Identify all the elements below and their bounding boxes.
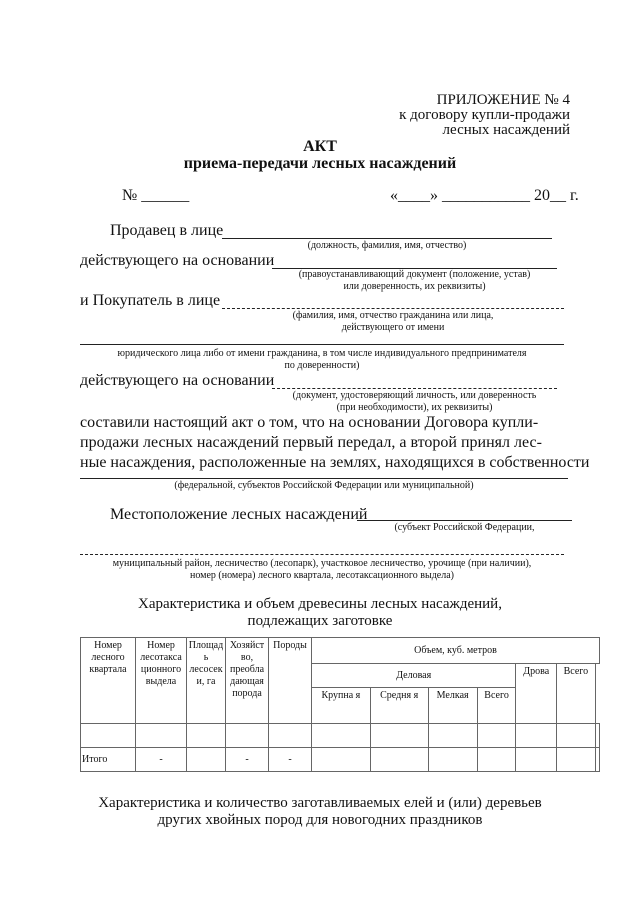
cell[interactable]: [370, 748, 428, 772]
location-hint3: номер (номера) лесного квартала, лесотаксационного выдела): [190, 570, 454, 581]
cell[interactable]: [516, 748, 557, 772]
cell[interactable]: [595, 724, 599, 748]
basis1-hint2: или доверенность, их реквизиты): [343, 281, 486, 292]
buyer-field-2[interactable]: [80, 344, 564, 345]
location-field[interactable]: [357, 520, 572, 521]
para-line1: составили настоящий акт о том, что на основании Договора купли-: [80, 414, 539, 431]
doc-subtitle: приема-передачи лесных насаждений: [183, 155, 457, 172]
header-quarter: Номер лесного квартала: [81, 638, 136, 724]
basis2-label: действующего на основании: [80, 372, 275, 389]
cell[interactable]: [516, 724, 557, 748]
total-row: [81, 748, 600, 772]
cell[interactable]: [557, 724, 596, 748]
cell[interactable]: [477, 724, 516, 748]
para-line3: ные насаждения, расположенные на землях, находящихся в собственности: [80, 454, 590, 471]
header-farm: Хозяйст во, преобла дающая порода: [226, 638, 269, 724]
basis1-hint1: (правоустанавливающий документ (положение, устав): [298, 269, 531, 280]
cell[interactable]: [477, 748, 516, 772]
header-allotment: Номер лесотакса ционного выдела: [136, 638, 187, 724]
buyer-label: и Покупатель в лице: [80, 292, 221, 309]
cell[interactable]: [81, 724, 136, 748]
header-business: Деловая: [312, 664, 516, 688]
total-label: Итого: [81, 748, 136, 772]
header-volume: Объем, куб. метров: [312, 638, 600, 664]
appendix-line2: к договору купли-продажи: [399, 107, 570, 123]
section2-title-1: Характеристика и количество заготавливаемых елей и (или) деревьев: [98, 795, 542, 811]
cell[interactable]: [428, 748, 477, 772]
act-number: № ______: [122, 187, 190, 204]
cell: -: [269, 748, 312, 772]
cell[interactable]: [187, 748, 226, 772]
location-hint1: (субъект Российской Федерации,: [394, 522, 535, 533]
seller-field[interactable]: [222, 238, 552, 239]
header-area: Площад ь лесосек и, га: [187, 638, 226, 724]
seller-hint: (должность, фамилия, имя, отчество): [307, 240, 467, 251]
cell[interactable]: [595, 748, 599, 772]
cell[interactable]: [187, 724, 226, 748]
basis2-hint1: (документ, удостоверяющий личность, или доверенность: [292, 390, 537, 401]
cell[interactable]: [136, 724, 187, 748]
header-firewood: Дрова: [516, 664, 557, 724]
cell[interactable]: [312, 724, 371, 748]
ownership-field[interactable]: [80, 478, 568, 479]
appendix-line3: лесных насаждений: [442, 122, 570, 138]
cell[interactable]: [557, 748, 596, 772]
act-date: «____» ___________ 20__ г.: [390, 187, 579, 204]
cell: -: [136, 748, 187, 772]
header-business-total: Всего: [477, 688, 516, 724]
location-hint2: муниципальный район, лесничество (лесопарк), участковое лесничество, урочище (при наличии),: [112, 558, 532, 569]
appendix-number: ПРИЛОЖЕНИЕ № 4: [436, 92, 570, 108]
buyer-hint3: юридического лица либо от имени гражданина, в том числе индивидуального предпринимателя: [117, 348, 527, 359]
cell: -: [226, 748, 269, 772]
cell[interactable]: [312, 748, 371, 772]
table-row: [81, 724, 600, 748]
cell[interactable]: [370, 724, 428, 748]
basis2-hint2: (при необходимости), их реквизиты): [336, 402, 493, 413]
para-line2: продажи лесных насаждений первый передал, а второй принял лес-: [80, 434, 542, 451]
header-large: Крупна я: [312, 688, 371, 724]
buyer-hint2: действующего от имени: [341, 322, 445, 333]
seller-label: Продавец в лице: [110, 222, 224, 239]
location-label: Местоположение лесных насаждений: [110, 506, 368, 523]
basis1-label: действующего на основании: [80, 252, 275, 269]
cell[interactable]: [428, 724, 477, 748]
buyer-hint1: (фамилия, имя, отчество гражданина или лица,: [292, 310, 494, 321]
location-field-2[interactable]: [80, 554, 564, 555]
timber-volume-table: [80, 637, 600, 772]
header-total: Всего: [557, 664, 596, 724]
section1-title-1: Характеристика и объем древесины лесных насаждений,: [138, 596, 502, 612]
cell[interactable]: [226, 724, 269, 748]
buyer-hint4: по доверенности): [284, 360, 360, 371]
doc-title: АКТ: [303, 138, 337, 155]
header-species: Породы: [269, 638, 312, 724]
buyer-field[interactable]: [222, 308, 564, 309]
section2-title-2: других хвойных пород для новогодних праздников: [157, 812, 483, 828]
ownership-hint: (федеральной, субъектов Российской Федерации или муниципальной): [174, 480, 474, 491]
header-medium: Средня я: [370, 688, 428, 724]
basis2-field[interactable]: [272, 388, 557, 389]
section1-title-2: подлежащих заготовке: [247, 613, 393, 629]
cell[interactable]: [269, 724, 312, 748]
header-small: Мелкая: [428, 688, 477, 724]
